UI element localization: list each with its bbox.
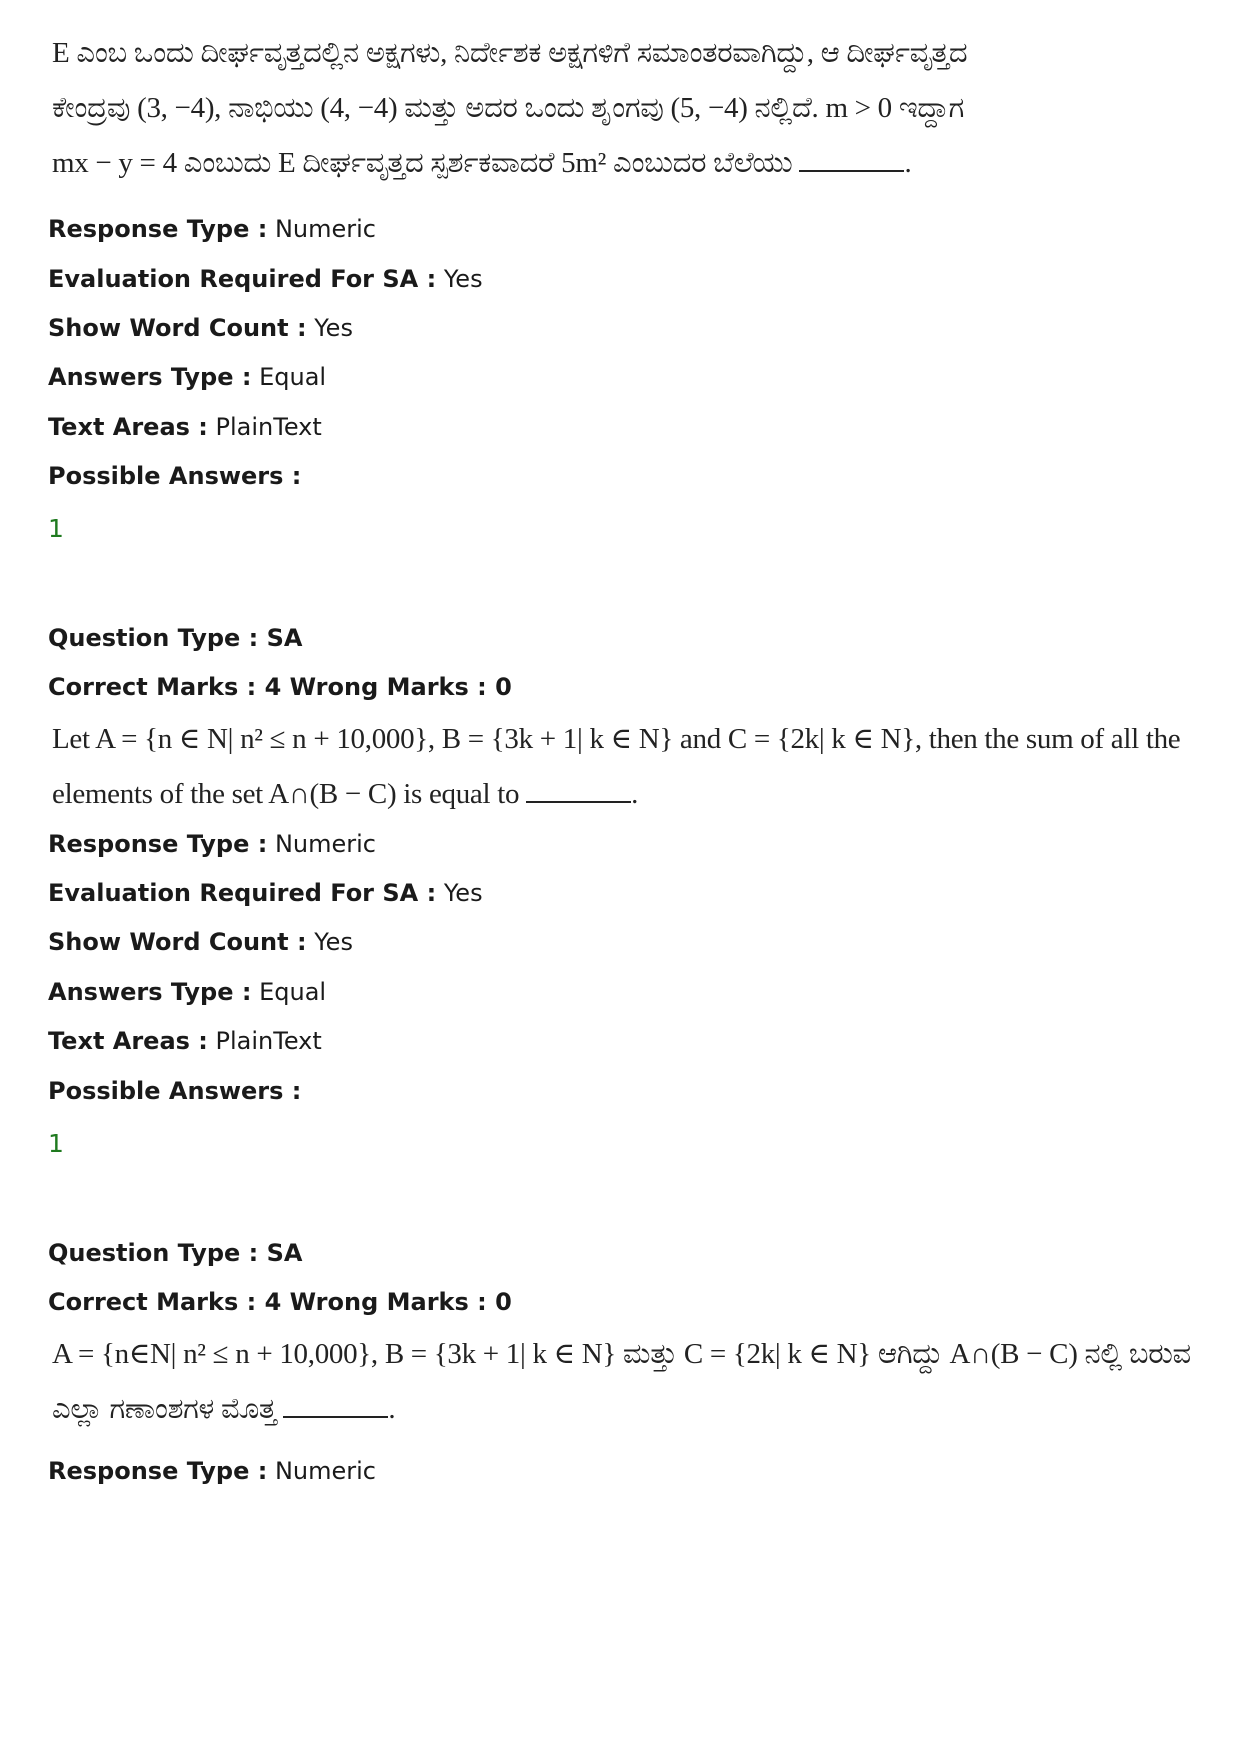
question-line: Let A = {n ∈ N| n² ≤ n + 10,000}, B = {3k + 1| k ∈ N} and C = {2k| k ∈ N}, then the sum of all the bbox=[52, 723, 1181, 755]
answers-type-row: Answers Type : Equal bbox=[48, 363, 327, 391]
marks-label: Correct Marks : 4 Wrong Marks : 0 bbox=[48, 1288, 512, 1316]
answer-blank bbox=[526, 773, 631, 803]
show-word-count-row: Show Word Count : Yes bbox=[48, 928, 353, 956]
question-text-kannada-3 bbox=[52, 1327, 1191, 1437]
text-areas-row: Text Areas : PlainText bbox=[48, 1027, 322, 1055]
evaluation-required-row: Evaluation Required For SA : Yes bbox=[48, 265, 483, 293]
text-areas-row: Text Areas : PlainText bbox=[48, 413, 322, 441]
question-line: E ಎಂಬ ಒಂದು ದೀರ್ಘವೃತ್ತದಲ್ಲಿನ ಅಕ್ಷಗಳು, ನಿರ್ದೇಶಕ ಅಕ್ಷಗಳಿಗೆ ಸಮಾಂತರವಾಗಿದ್ದು, ಆ ದೀರ್ಘವೃತ್ತದ bbox=[52, 37, 968, 69]
question-line: A = {n∈N| n² ≤ n + 10,000}, B = {3k + 1| k ∈ N} ಮತ್ತು C = {2k| k ∈ N} ಆಗಿದ್ದು A∩(B − C) ನಲ್ಲಿ ಬರುವ bbox=[52, 1338, 1191, 1370]
question-line: mx − y = 4 ಎಂಬುದು E ದೀರ್ಘವೃತ್ತದ ಸ್ಪರ್ಶಕವಾದರೆ 5m² ಎಂಬುದರ ಬೆಲೆಯು . bbox=[52, 136, 967, 191]
question-line: elements of the set A∩(B − C) is equal to . bbox=[52, 767, 1180, 822]
response-type-row: Response Type : Numeric bbox=[48, 1457, 376, 1485]
possible-answers-label: Possible Answers : bbox=[48, 462, 302, 490]
response-type-row: Response Type : Numeric bbox=[48, 830, 376, 858]
show-word-count-row: Show Word Count : Yes bbox=[48, 314, 353, 342]
answer-blank bbox=[799, 142, 904, 172]
question-line: ಕೇಂದ್ರವು (3, −4), ನಾಭಿಯು (4, −4) ಮತ್ತು ಅದರ ಒಂದು ಶೃಂಗವು (5, −4) ನಲ್ಲಿದೆ. m > 0 ಇದ್ದಾಗ bbox=[52, 92, 965, 124]
answer-blank bbox=[283, 1388, 388, 1418]
response-type-row: Response Type : Numeric bbox=[48, 215, 376, 243]
marks-label: Correct Marks : 4 Wrong Marks : 0 bbox=[48, 673, 512, 701]
possible-answers-label: Possible Answers : bbox=[48, 1077, 302, 1105]
possible-answer-value: 1 bbox=[48, 1129, 64, 1158]
evaluation-required-row: Evaluation Required For SA : Yes bbox=[48, 879, 483, 907]
question-line: ಎಲ್ಲಾ ಗಣಾಂಶಗಳ ಮೊತ್ತ . bbox=[52, 1382, 1191, 1437]
question-text-kannada-1 bbox=[52, 26, 967, 191]
answers-type-row: Answers Type : Equal bbox=[48, 978, 327, 1006]
possible-answer-value: 1 bbox=[48, 514, 64, 543]
question-text-english-2 bbox=[52, 712, 1180, 822]
question-type-label: Question Type : SA bbox=[48, 1239, 303, 1267]
question-type-label: Question Type : SA bbox=[48, 624, 303, 652]
